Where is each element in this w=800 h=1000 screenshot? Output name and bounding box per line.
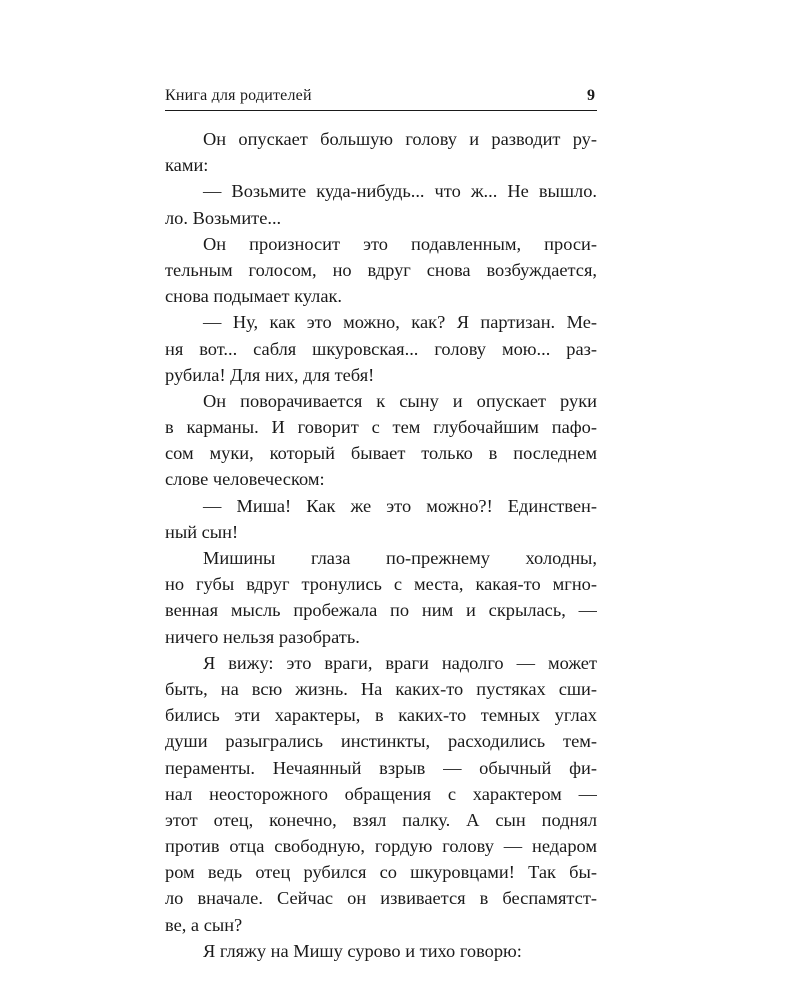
text-line: бились эти характеры, в каких-то темных углах xyxy=(165,705,597,726)
text-line: ками: xyxy=(165,155,209,176)
text-line: ло. Возьмите... xyxy=(165,207,282,228)
text-line: — Миша! Как же это можно?! Единствен- xyxy=(203,495,597,516)
text-line: ром ведь отец рубился со шкуровцами! Так бы- xyxy=(165,862,597,883)
text-line: ве, а сын? xyxy=(165,914,243,935)
text-line: пераменты. Нечаянный взрыв — обычный фи- xyxy=(165,757,597,778)
text-line: этот отец, конечно, взял палку. А сын поднял xyxy=(165,809,597,830)
text-line: Он опускает большую голову и разводит ру- xyxy=(203,129,597,149)
text-line: ня вот... сабля шкуровская... голову мою... раз- xyxy=(165,338,597,359)
text-line: в карманы. И говорит с тем глубочайшим пафо- xyxy=(165,417,597,438)
text-line: Я гляжу на Мишу сурово и тихо говорю: xyxy=(203,940,522,961)
text-line: но губы вдруг тронулись с места, какая-то мгно- xyxy=(165,574,597,595)
text-line: тельным голосом, но вдруг снова возбуждается, xyxy=(165,259,597,280)
text-line: нал неосторожного обращения с характером — xyxy=(165,783,597,804)
running-title: Книга для родителей xyxy=(165,87,312,104)
text-line: Мишины глаза по-прежнему холодны, xyxy=(203,548,597,568)
text-line: ло вначале. Сейчас он извивается в беспамятст- xyxy=(165,888,597,909)
text-line: — Возьмите куда-нибудь... что ж... Не вышло. xyxy=(203,181,597,202)
text-line: рубила! Для них, для тебя! xyxy=(165,364,375,385)
page-header xyxy=(165,86,597,111)
text-line: ный сын! xyxy=(165,521,239,542)
text-line: души разыгрались инстинкты, расходились тем- xyxy=(165,731,597,752)
page-number: 9 xyxy=(587,87,595,104)
text-line: быть, на всю жизнь. На каких-то пустяках сши- xyxy=(165,678,597,699)
text-line: Он произносит это подавленным, проси- xyxy=(203,233,597,254)
text-line: слове человеческом: xyxy=(165,469,325,490)
text-line: снова подымает кулак. xyxy=(165,286,343,307)
text-line: венная мысль пробежала по ним и скрылась, — xyxy=(165,600,597,621)
body-text xyxy=(165,126,597,964)
text-line: против отца свободную, гордую голову — недаром xyxy=(165,836,597,857)
text-line: — Ну, как это можно, как? Я партизан. Ме- xyxy=(203,312,597,333)
text-line: Я вижу: это враги, враги надолго — может xyxy=(203,652,597,673)
text-line: ничего нельзя разобрать. xyxy=(165,626,360,647)
text-line: сом муки, который бывает только в последнем xyxy=(165,443,597,464)
text-line: Он поворачивается к сыну и опускает руки xyxy=(203,390,597,411)
